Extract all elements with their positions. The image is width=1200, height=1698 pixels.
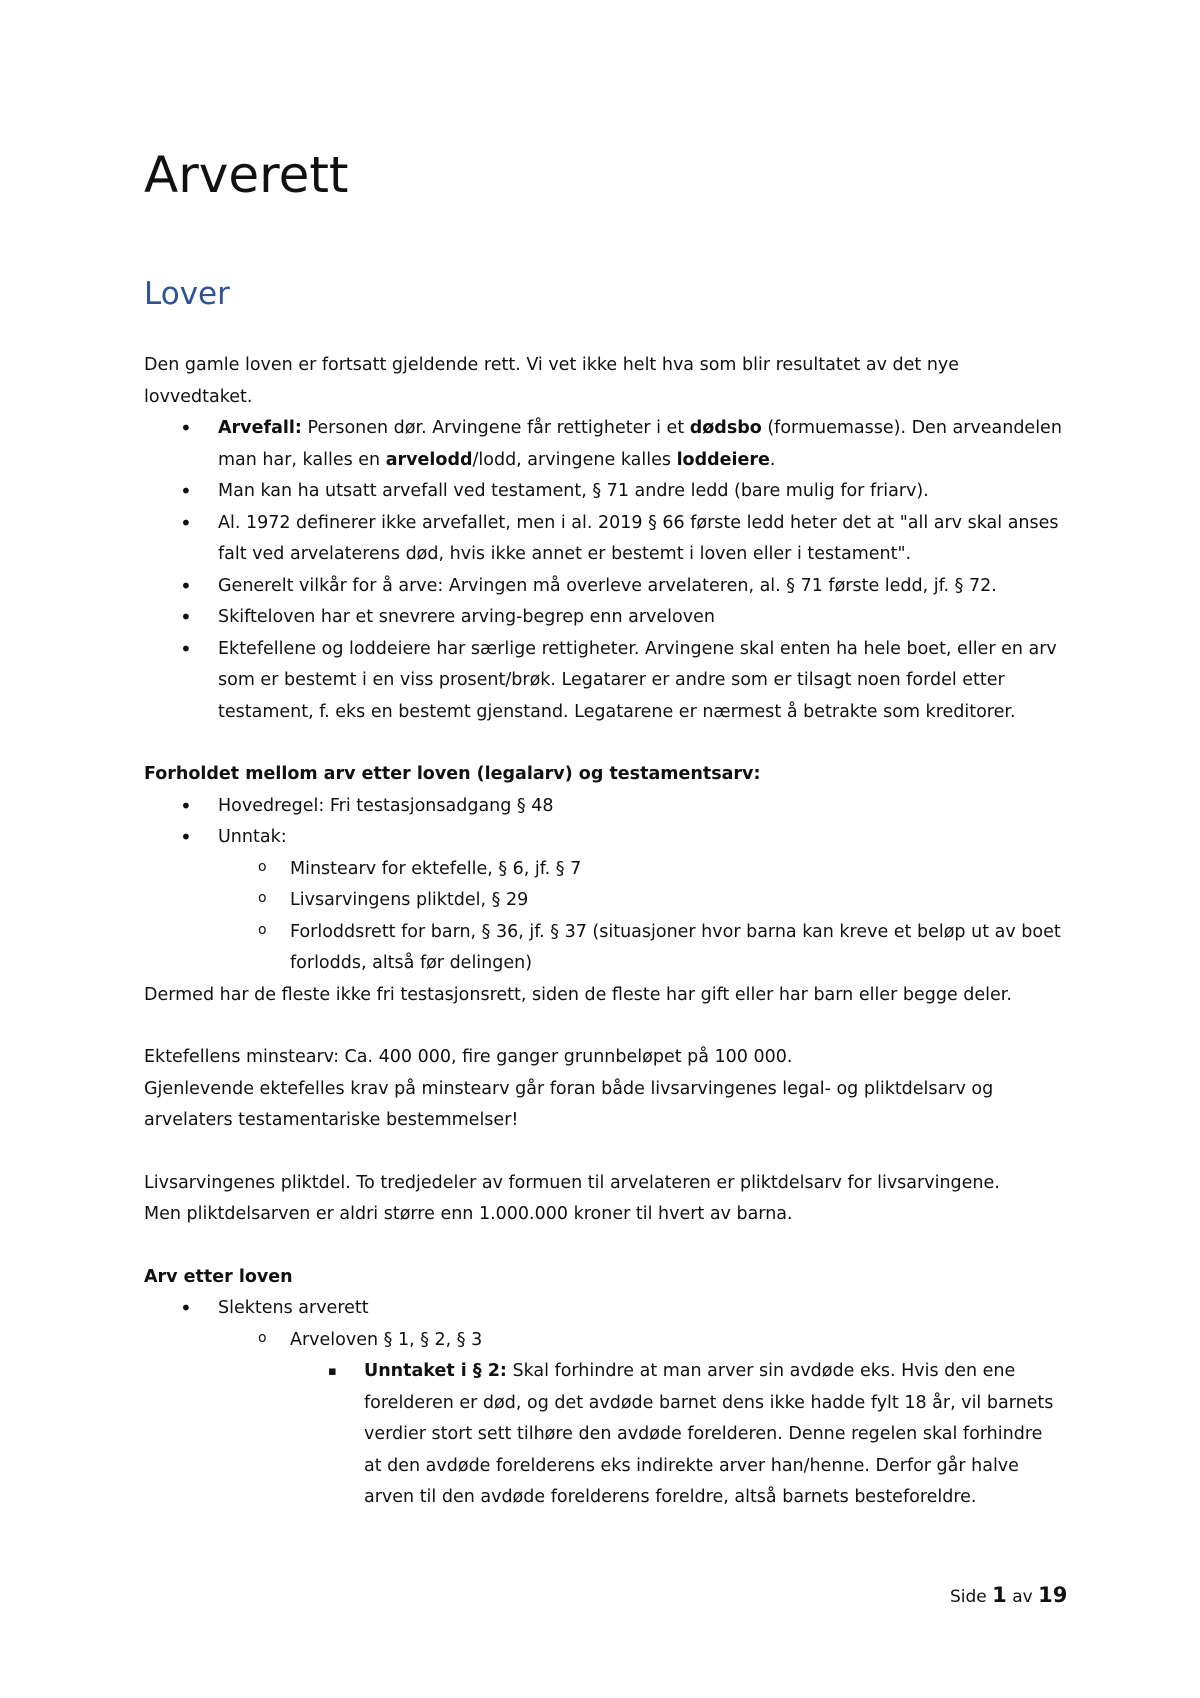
list-item: o Minstearv for ektefelle, § 6, jf. § 7 <box>144 854 1064 886</box>
total-pages: 19 <box>1038 1583 1068 1607</box>
law-subsublist <box>144 1356 1064 1514</box>
list-item: o Arveloven § 1, § 2, § 3 <box>144 1325 1064 1357</box>
pliktdel-line: Livsarvingenes pliktdel. To tredjedeler av formuen til arvelateren er pliktdelsarv for livsarvingene. <box>144 1172 1000 1193</box>
list-item: • Unntak: <box>144 822 1064 854</box>
section-heading: Lover <box>144 276 230 312</box>
relation-heading: Forholdet mellom arv etter loven (legalarv) og testamentsarv: <box>144 764 761 784</box>
lover-bullet-list <box>144 413 1064 728</box>
list-item: o Livsarvingens pliktdel, § 29 <box>144 885 1064 917</box>
list-item: • Slektens arverett <box>144 1293 1064 1325</box>
pliktdel-limit: Men pliktdelsarven er aldri større enn 1.000.000 kroner til hvert av barna. <box>144 1204 793 1224</box>
document-title: Arverett <box>144 146 349 204</box>
list-item: • Skifteloven har et snevrere arving-begrep enn arveloven <box>144 602 1064 634</box>
law-heading: Arv etter loven <box>144 1266 293 1287</box>
law-sublist <box>144 1325 1064 1357</box>
page-number-footer: Side 1 av 19 <box>950 1583 1068 1607</box>
list-item: • Generelt vilkår for å arve: Arvingen må overleve arvelateren, al. § 71 første ledd, jf. § 72. <box>144 571 1064 603</box>
document-body <box>144 140 1064 1514</box>
list-item: ▪ Unntaket i § 2: Skal forhindre at man arver sin avdøde eks. Hvis den ene forelderen er død, og det avdøde barnet dens ikke hadde fylt 18 år, vil barnets verdier stort sett tilhøre den avdøde forelderen. Denne regelen skal forhindre at den avdøde forelderens eks indirekte arver han/henne. Derfor går halve arven til den avdøde forelderens foreldre, altså barnets besteforeldre. <box>144 1356 1064 1514</box>
list-item: • Man kan ha utsatt arvefall ved testament, § 71 andre ledd (bare mulig for friarv). <box>144 476 1064 508</box>
list-item: • Al. 1972 definerer ikke arvefallet, men i al. 2019 § 66 første ledd heter det at "all arv skal anses falt ved arvelaterens død, hvis ikke annet er bestemt i loven eller i testament". <box>144 508 1064 571</box>
exceptions-sublist <box>144 854 1064 980</box>
current-page: 1 <box>992 1583 1007 1607</box>
list-item: • Arvefall: Personen dør. Arvingene får rettigheter i et dødsbo (formuemasse). Den arveandelen man har, kalles en arvelodd/lodd, arvingene kalles loddeiere. <box>144 413 1064 476</box>
list-item: o Forloddsrett for barn, § 36, jf. § 37 (situasjoner hvor barna kan kreve et beløp ut av boet forlodds, altså før delingen) <box>144 917 1064 980</box>
relation-list <box>144 791 1064 854</box>
list-item: • Hovedregel: Fri testasjonsadgang § 48 <box>144 791 1064 823</box>
intro-paragraph: Den gamle loven er fortsatt gjeldende rett. Vi vet ikke helt hva som blir resultatet av det nye lovvedtaket. <box>144 355 960 407</box>
list-item: • Ektefellene og loddeiere har særlige rettigheter. Arvingene skal enten ha hele boet, eller en arv som er bestemt i en viss prosent/brøk. Legatarer er andre som er tilsagt noen fordel etter testament, f. eks en bestemt gjenstand. Legatarene er nærmest å betrakte som kreditorer. <box>144 634 1064 729</box>
minstearv-line: Ektefellens minstearv: Ca. 400 000, fire ganger grunnbeløpet på 100 000. <box>144 1047 793 1067</box>
law-list <box>144 1293 1064 1325</box>
conclusion-paragraph: Dermed har de fleste ikke fri testasjonsrett, siden de fleste har gift eller har barn eller begge deler. <box>144 984 1012 1005</box>
minstearv-priority: Gjenlevende ektefelles krav på minstearv går foran både livsarvingenes legal- og pliktdelsarv og arvelaters testamentariske bestemmelser! <box>144 1078 994 1130</box>
